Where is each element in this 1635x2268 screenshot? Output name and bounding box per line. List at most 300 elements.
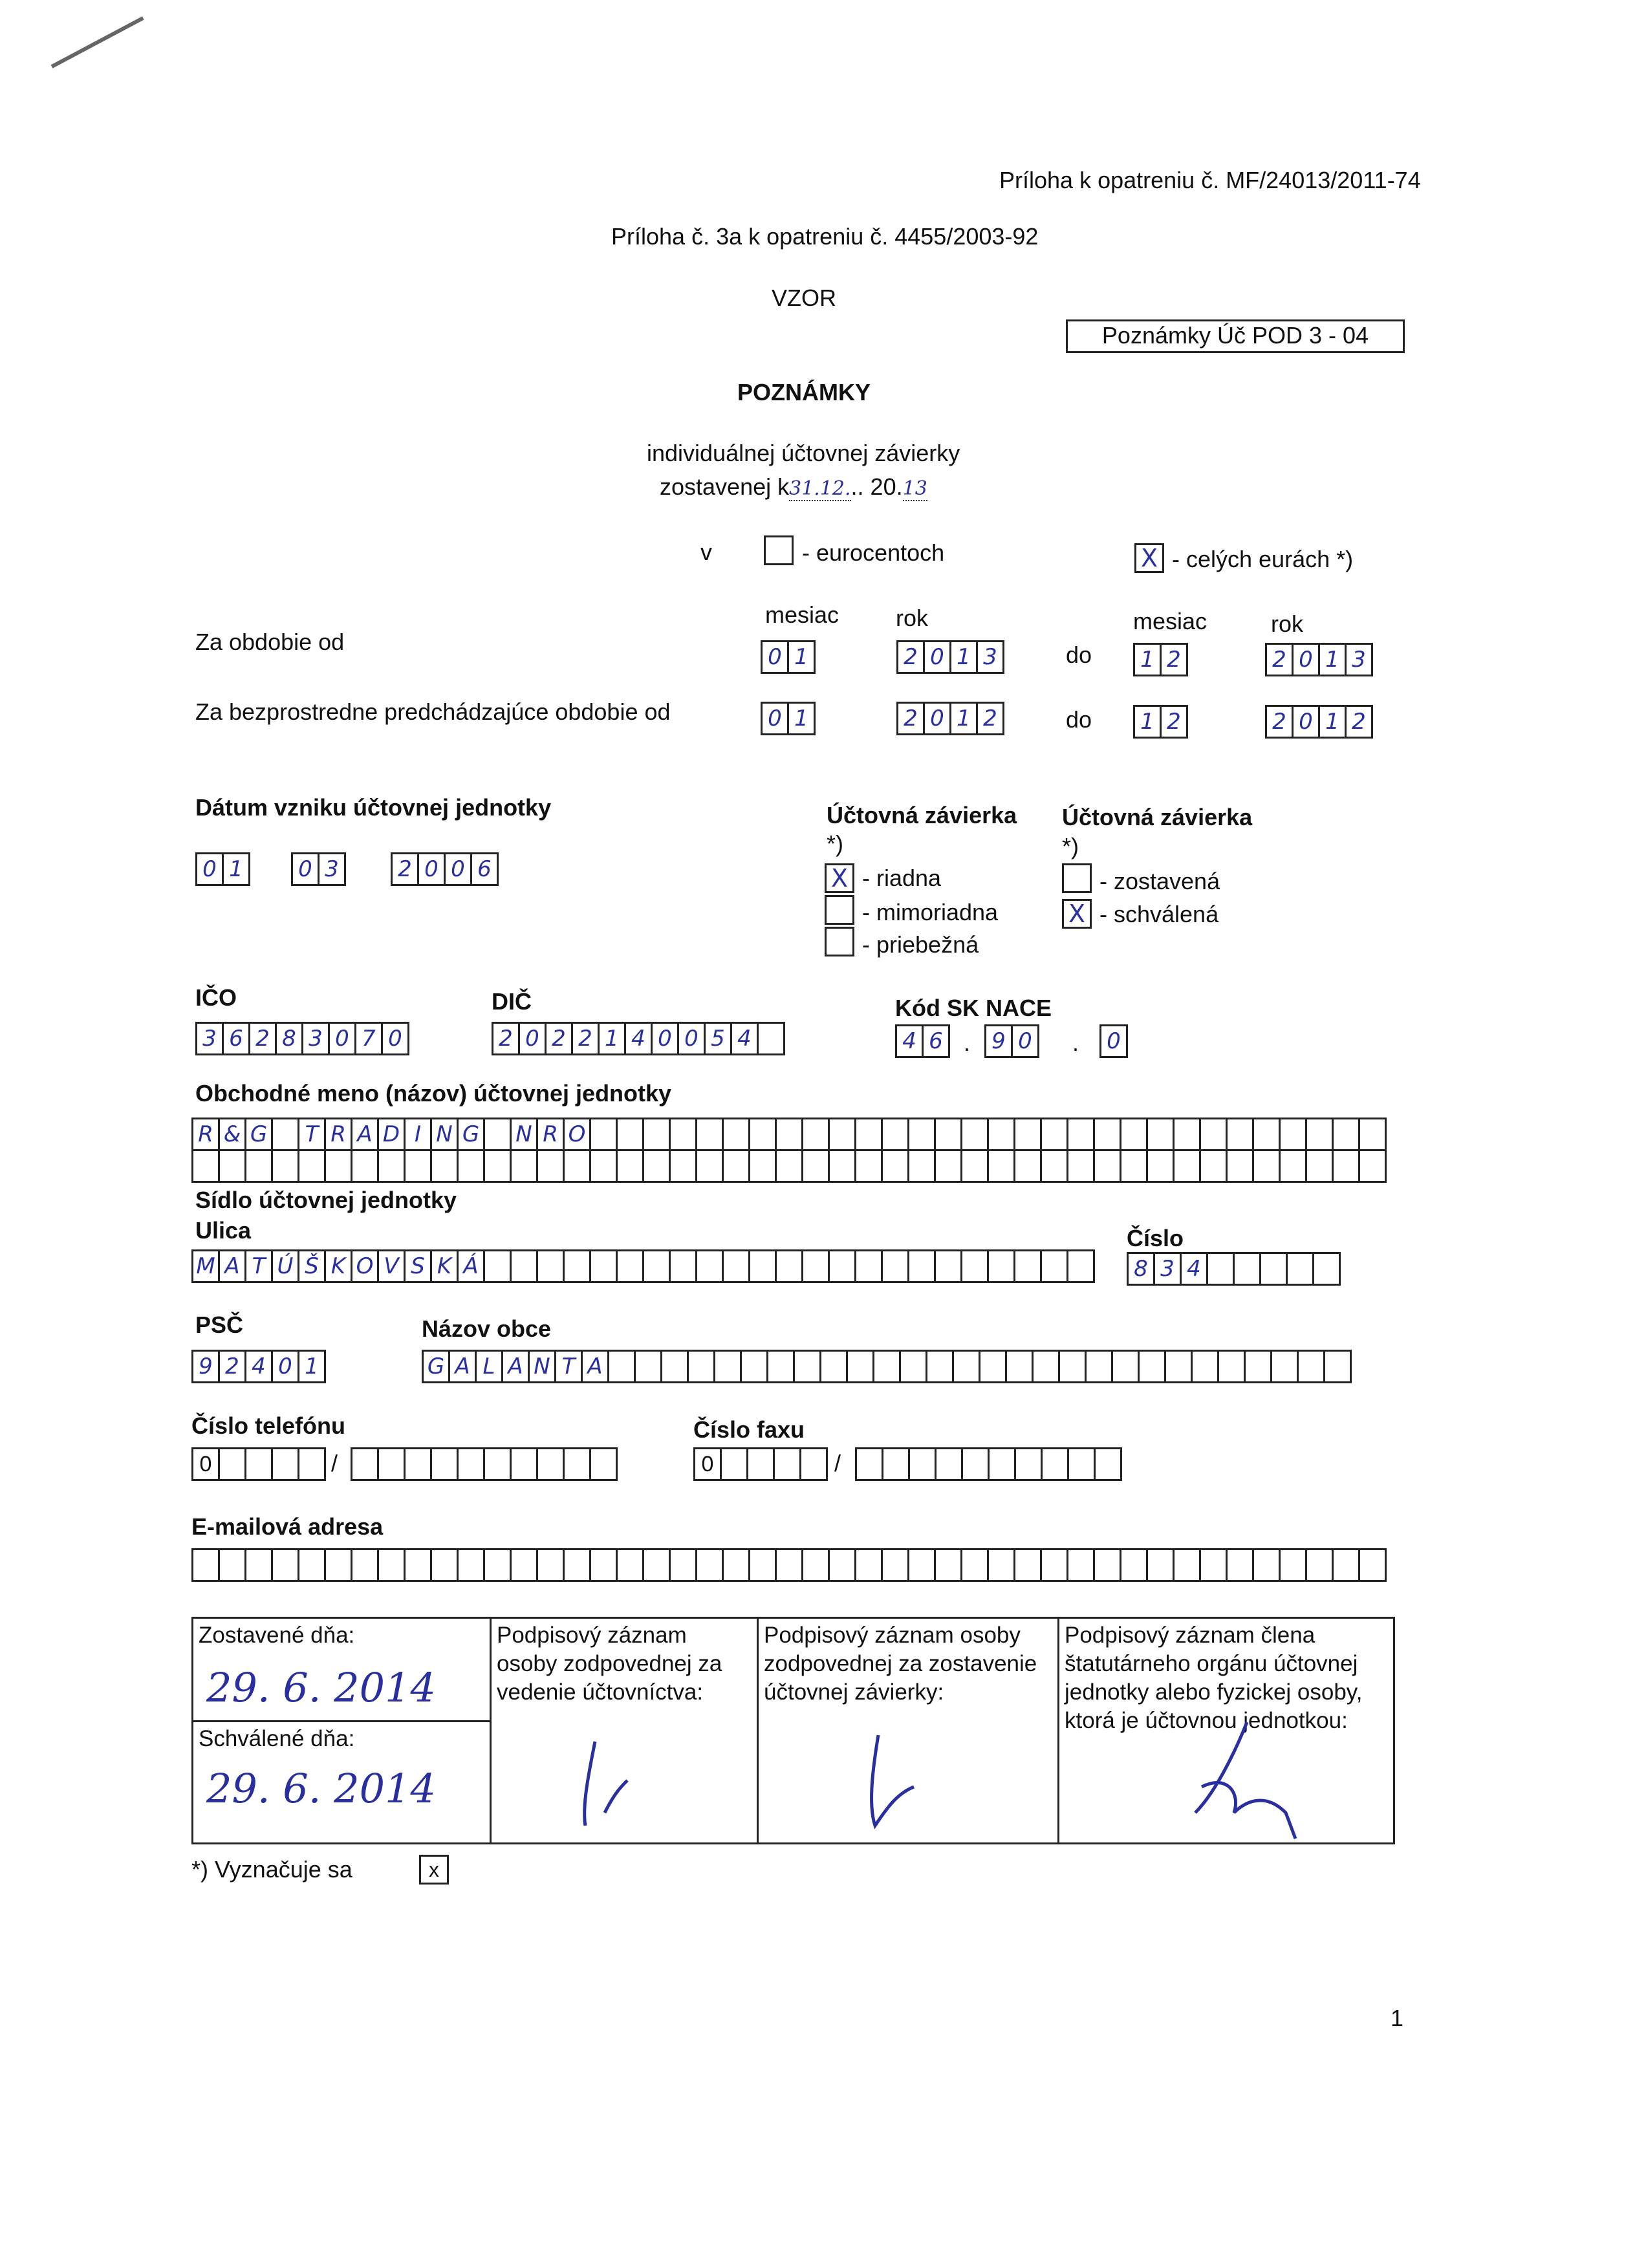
char-cell[interactable]: R: [324, 1118, 352, 1151]
char-cell[interactable]: [748, 1118, 777, 1151]
char-cell[interactable]: [1111, 1350, 1140, 1383]
digit-cell[interactable]: 0: [677, 1022, 706, 1055]
digit-cell[interactable]: 0: [381, 1022, 409, 1055]
digit-cell[interactable]: 2: [1160, 643, 1188, 676]
digit-cell[interactable]: [457, 1447, 485, 1481]
char-cell[interactable]: [1286, 1252, 1314, 1286]
digit-cell[interactable]: 2: [571, 1022, 600, 1055]
char-cell[interactable]: [907, 1149, 936, 1183]
char-cell[interactable]: [191, 1548, 220, 1582]
char-cell[interactable]: [1279, 1548, 1307, 1582]
char-cell[interactable]: [1279, 1149, 1307, 1183]
char-cell[interactable]: [934, 1249, 962, 1283]
riadna-checkbox[interactable]: X: [825, 863, 854, 893]
digit-cell[interactable]: 4: [244, 1350, 273, 1383]
digit-cell[interactable]: 0: [271, 1350, 299, 1383]
digit-cell[interactable]: [1067, 1447, 1096, 1481]
char-cell[interactable]: [1093, 1548, 1121, 1582]
char-cell[interactable]: [271, 1149, 299, 1183]
char-cell[interactable]: [775, 1118, 803, 1151]
char-cell[interactable]: [218, 1149, 246, 1183]
digit-cell[interactable]: [589, 1447, 618, 1481]
char-cell[interactable]: L: [475, 1350, 503, 1383]
char-cell[interactable]: O: [351, 1249, 379, 1283]
char-cell[interactable]: [828, 1249, 856, 1283]
digit-cell[interactable]: 2: [391, 852, 419, 886]
char-cell[interactable]: [828, 1149, 856, 1183]
char-cell[interactable]: M: [191, 1249, 220, 1283]
char-cell[interactable]: [960, 1249, 989, 1283]
char-cell[interactable]: [1085, 1350, 1113, 1383]
char-cell[interactable]: [1093, 1118, 1121, 1151]
char-cell[interactable]: [244, 1548, 273, 1582]
origin-year[interactable]: [391, 852, 497, 886]
char-cell[interactable]: [1305, 1149, 1334, 1183]
char-cell[interactable]: [987, 1118, 1015, 1151]
char-cell[interactable]: [1067, 1118, 1095, 1151]
digit-cell[interactable]: 2: [218, 1350, 246, 1383]
char-cell[interactable]: [1279, 1118, 1307, 1151]
char-cell[interactable]: [510, 1548, 538, 1582]
char-cell[interactable]: [1297, 1350, 1325, 1383]
char-cell[interactable]: A: [448, 1350, 477, 1383]
digit-cell[interactable]: 2: [976, 702, 1004, 735]
char-cell[interactable]: [218, 1548, 246, 1582]
char-cell[interactable]: [589, 1118, 618, 1151]
char-cell[interactable]: [881, 1149, 909, 1183]
char-cell[interactable]: [616, 1118, 644, 1151]
char-cell[interactable]: N: [430, 1118, 459, 1151]
digit-cell[interactable]: [536, 1447, 565, 1481]
digit-cell[interactable]: [298, 1447, 326, 1481]
char-cell[interactable]: [1058, 1350, 1087, 1383]
prev-to-month[interactable]: [1133, 705, 1186, 739]
digit-cell[interactable]: 3: [976, 640, 1004, 674]
char-cell[interactable]: [1067, 1149, 1095, 1183]
phone-number-field[interactable]: [351, 1447, 616, 1481]
char-cell[interactable]: [722, 1118, 750, 1151]
nace-field-1[interactable]: [895, 1024, 948, 1058]
char-cell[interactable]: [377, 1149, 406, 1183]
char-cell[interactable]: [1173, 1118, 1201, 1151]
digit-cell[interactable]: 1: [598, 1022, 626, 1055]
char-cell[interactable]: [642, 1118, 671, 1151]
char-cell[interactable]: [669, 1548, 697, 1582]
char-cell[interactable]: [298, 1149, 326, 1183]
char-cell[interactable]: [722, 1249, 750, 1283]
digit-cell[interactable]: 2: [545, 1022, 573, 1055]
char-cell[interactable]: [881, 1118, 909, 1151]
digit-cell[interactable]: 0: [291, 852, 319, 886]
char-cell[interactable]: [510, 1149, 538, 1183]
char-cell[interactable]: [952, 1350, 980, 1383]
char-cell[interactable]: [351, 1149, 379, 1183]
char-cell[interactable]: [324, 1548, 352, 1582]
char-cell[interactable]: [1005, 1350, 1034, 1383]
char-cell[interactable]: [536, 1548, 565, 1582]
char-cell[interactable]: [1040, 1149, 1068, 1183]
char-cell[interactable]: [1244, 1350, 1272, 1383]
char-cell[interactable]: R: [536, 1118, 565, 1151]
char-cell[interactable]: [616, 1249, 644, 1283]
char-cell[interactable]: [1217, 1350, 1246, 1383]
char-cell[interactable]: [1013, 1249, 1042, 1283]
digit-cell[interactable]: 0: [417, 852, 446, 886]
digit-cell[interactable]: 1: [1133, 643, 1162, 676]
digit-cell[interactable]: 1: [298, 1350, 326, 1383]
char-cell[interactable]: [748, 1149, 777, 1183]
company-name-row-2[interactable]: [191, 1149, 1385, 1183]
char-cell[interactable]: [642, 1548, 671, 1582]
char-cell[interactable]: [899, 1350, 927, 1383]
char-cell[interactable]: [1093, 1149, 1121, 1183]
char-cell[interactable]: [483, 1118, 512, 1151]
digit-cell[interactable]: 9: [191, 1350, 220, 1383]
char-cell[interactable]: [793, 1350, 821, 1383]
digit-cell[interactable]: 5: [704, 1022, 732, 1055]
origin-month[interactable]: [291, 852, 344, 886]
prev-from-month[interactable]: [761, 702, 814, 735]
char-cell[interactable]: N: [528, 1350, 556, 1383]
char-cell[interactable]: A: [351, 1118, 379, 1151]
digit-cell[interactable]: [271, 1447, 299, 1481]
digit-cell[interactable]: 2: [1265, 643, 1294, 676]
digit-cell[interactable]: [720, 1447, 748, 1481]
char-cell[interactable]: [1040, 1118, 1068, 1151]
char-cell[interactable]: A: [218, 1249, 246, 1283]
digit-cell[interactable]: 1: [1318, 705, 1347, 739]
char-cell[interactable]: [298, 1548, 326, 1582]
digit-cell[interactable]: 2: [492, 1022, 520, 1055]
digit-cell[interactable]: 4: [624, 1022, 653, 1055]
digit-cell[interactable]: 2: [896, 702, 925, 735]
char-cell[interactable]: [1206, 1252, 1235, 1286]
char-cell[interactable]: [1233, 1252, 1261, 1286]
digit-cell[interactable]: [988, 1447, 1016, 1481]
char-cell[interactable]: K: [430, 1249, 459, 1283]
current-to-month[interactable]: [1133, 643, 1186, 676]
priebezna-checkbox[interactable]: [825, 927, 854, 956]
char-cell[interactable]: [987, 1548, 1015, 1582]
char-cell[interactable]: [1120, 1149, 1148, 1183]
char-cell[interactable]: V: [377, 1249, 406, 1283]
char-cell[interactable]: [457, 1548, 485, 1582]
digit-cell[interactable]: [799, 1447, 828, 1481]
digit-cell[interactable]: [377, 1447, 406, 1481]
char-cell[interactable]: [191, 1149, 220, 1183]
char-cell[interactable]: [801, 1149, 830, 1183]
digit-cell[interactable]: [563, 1447, 591, 1481]
char-cell[interactable]: [960, 1149, 989, 1183]
char-cell[interactable]: [536, 1149, 565, 1183]
nace-field-3[interactable]: [1099, 1024, 1126, 1058]
char-cell[interactable]: [1305, 1548, 1334, 1582]
digit-cell[interactable]: 0: [761, 702, 789, 735]
schvalena-checkbox[interactable]: X: [1062, 899, 1092, 929]
digit-cell[interactable]: 3: [318, 852, 346, 886]
digit-cell[interactable]: [483, 1447, 512, 1481]
number-field[interactable]: [1127, 1252, 1339, 1286]
char-cell[interactable]: [854, 1149, 883, 1183]
char-cell[interactable]: [536, 1249, 565, 1283]
char-cell[interactable]: [1252, 1149, 1281, 1183]
digit-cell[interactable]: [1094, 1447, 1122, 1481]
char-cell[interactable]: [1138, 1350, 1166, 1383]
company-name-row-1[interactable]: [191, 1118, 1385, 1151]
digit-cell[interactable]: 2: [1265, 705, 1294, 739]
phone-prefix-field[interactable]: [191, 1447, 324, 1481]
char-cell[interactable]: [846, 1350, 874, 1383]
char-cell[interactable]: T: [298, 1118, 326, 1151]
fax-prefix-field[interactable]: [693, 1447, 826, 1481]
fax-number-field[interactable]: [855, 1447, 1120, 1481]
char-cell[interactable]: [695, 1149, 724, 1183]
char-cell[interactable]: G: [422, 1350, 450, 1383]
char-cell[interactable]: [1358, 1149, 1387, 1183]
char-cell[interactable]: D: [377, 1118, 406, 1151]
digit-cell[interactable]: [773, 1447, 801, 1481]
char-cell[interactable]: I: [404, 1118, 432, 1151]
char-cell[interactable]: [1252, 1548, 1281, 1582]
current-from-month[interactable]: [761, 640, 814, 674]
char-cell[interactable]: [634, 1350, 662, 1383]
char-cell[interactable]: [483, 1149, 512, 1183]
char-cell[interactable]: [1332, 1149, 1360, 1183]
char-cell[interactable]: [979, 1350, 1007, 1383]
digit-cell[interactable]: 0: [1292, 643, 1320, 676]
digit-cell[interactable]: 0: [651, 1022, 679, 1055]
digit-cell[interactable]: 1: [787, 702, 816, 735]
mimoriadna-checkbox[interactable]: [825, 895, 854, 925]
char-cell[interactable]: [801, 1249, 830, 1283]
prev-from-year[interactable]: [896, 702, 1002, 735]
char-cell[interactable]: [669, 1149, 697, 1183]
origin-day[interactable]: [195, 852, 248, 886]
char-cell[interactable]: [1013, 1118, 1042, 1151]
char-cell[interactable]: [430, 1149, 459, 1183]
char-cell[interactable]: [775, 1249, 803, 1283]
char-cell[interactable]: [748, 1548, 777, 1582]
digit-cell[interactable]: 9: [984, 1024, 1013, 1058]
char-cell[interactable]: [607, 1350, 636, 1383]
digit-cell[interactable]: [961, 1447, 990, 1481]
digit-cell[interactable]: 2: [1345, 705, 1373, 739]
digit-cell[interactable]: [757, 1022, 785, 1055]
digit-cell[interactable]: [1041, 1447, 1069, 1481]
char-cell[interactable]: [1332, 1118, 1360, 1151]
digit-cell[interactable]: 4: [895, 1024, 924, 1058]
char-cell[interactable]: [687, 1350, 715, 1383]
char-cell[interactable]: [1358, 1548, 1387, 1582]
char-cell[interactable]: [563, 1548, 591, 1582]
char-cell[interactable]: [713, 1350, 742, 1383]
digit-cell[interactable]: 3: [301, 1022, 330, 1055]
eurocent-checkbox[interactable]: [764, 535, 794, 565]
email-field[interactable]: [191, 1548, 1385, 1582]
digit-cell[interactable]: 0: [923, 640, 951, 674]
char-cell[interactable]: S: [404, 1249, 432, 1283]
digit-cell[interactable]: [510, 1447, 538, 1481]
char-cell[interactable]: [1120, 1118, 1148, 1151]
current-to-year[interactable]: [1265, 643, 1371, 676]
char-cell[interactable]: [589, 1149, 618, 1183]
char-cell[interactable]: [1032, 1350, 1060, 1383]
char-cell[interactable]: [483, 1548, 512, 1582]
char-cell[interactable]: [1164, 1350, 1193, 1383]
digit-cell[interactable]: 6: [922, 1024, 950, 1058]
digit-cell[interactable]: 3: [195, 1022, 224, 1055]
char-cell[interactable]: [695, 1118, 724, 1151]
digit-cell[interactable]: 2: [248, 1022, 277, 1055]
current-from-year[interactable]: [896, 640, 1002, 674]
digit-cell[interactable]: 2: [1160, 705, 1188, 739]
digit-cell[interactable]: 0: [518, 1022, 547, 1055]
digit-cell[interactable]: 3: [1345, 643, 1373, 676]
char-cell[interactable]: [1323, 1350, 1352, 1383]
char-cell[interactable]: [616, 1548, 644, 1582]
char-cell[interactable]: [934, 1118, 962, 1151]
digit-cell[interactable]: 4: [730, 1022, 759, 1055]
digit-cell[interactable]: 1: [949, 640, 978, 674]
nace-field-2[interactable]: [984, 1024, 1037, 1058]
city-field[interactable]: [422, 1350, 1350, 1383]
char-cell[interactable]: [828, 1548, 856, 1582]
char-cell[interactable]: &: [218, 1118, 246, 1151]
digit-cell[interactable]: [218, 1447, 246, 1481]
char-cell[interactable]: [1040, 1249, 1068, 1283]
char-cell[interactable]: 4: [1180, 1252, 1208, 1286]
char-cell[interactable]: Ú: [271, 1249, 299, 1283]
char-cell[interactable]: [775, 1548, 803, 1582]
char-cell[interactable]: [819, 1350, 848, 1383]
char-cell[interactable]: [766, 1350, 795, 1383]
street-field[interactable]: [191, 1249, 1093, 1283]
char-cell[interactable]: [404, 1548, 432, 1582]
psc-field[interactable]: [191, 1350, 324, 1383]
char-cell[interactable]: [987, 1249, 1015, 1283]
char-cell[interactable]: R: [191, 1118, 220, 1151]
digit-cell[interactable]: [746, 1447, 775, 1481]
char-cell[interactable]: [740, 1350, 768, 1383]
digit-cell[interactable]: 0: [195, 852, 224, 886]
char-cell[interactable]: [1270, 1350, 1299, 1383]
char-cell[interactable]: G: [244, 1118, 273, 1151]
digit-cell[interactable]: [1014, 1447, 1043, 1481]
char-cell[interactable]: [722, 1548, 750, 1582]
char-cell[interactable]: [748, 1249, 777, 1283]
char-cell[interactable]: [271, 1118, 299, 1151]
char-cell[interactable]: [1332, 1548, 1360, 1582]
char-cell[interactable]: [669, 1249, 697, 1283]
digit-cell[interactable]: 0: [1011, 1024, 1039, 1058]
char-cell[interactable]: [1120, 1548, 1148, 1582]
digit-cell[interactable]: [430, 1447, 459, 1481]
char-cell[interactable]: [1013, 1149, 1042, 1183]
char-cell[interactable]: [660, 1350, 689, 1383]
char-cell[interactable]: [457, 1149, 485, 1183]
char-cell[interactable]: Á: [457, 1249, 485, 1283]
char-cell[interactable]: [801, 1118, 830, 1151]
char-cell[interactable]: [1305, 1118, 1334, 1151]
char-cell[interactable]: K: [324, 1249, 352, 1283]
char-cell[interactable]: [907, 1249, 936, 1283]
char-cell[interactable]: [854, 1249, 883, 1283]
digit-cell[interactable]: [935, 1447, 963, 1481]
digit-cell[interactable]: 0: [693, 1447, 722, 1481]
digit-cell[interactable]: 1: [949, 702, 978, 735]
char-cell[interactable]: [907, 1118, 936, 1151]
char-cell[interactable]: [642, 1149, 671, 1183]
char-cell[interactable]: [563, 1249, 591, 1283]
char-cell[interactable]: [695, 1249, 724, 1283]
char-cell[interactable]: G: [457, 1118, 485, 1151]
char-cell[interactable]: [1199, 1118, 1228, 1151]
digit-cell[interactable]: 7: [354, 1022, 383, 1055]
digit-cell[interactable]: [351, 1447, 379, 1481]
char-cell[interactable]: [271, 1548, 299, 1582]
char-cell[interactable]: Š: [298, 1249, 326, 1283]
digit-cell[interactable]: 1: [787, 640, 816, 674]
char-cell[interactable]: [1226, 1548, 1254, 1582]
digit-cell[interactable]: 0: [923, 702, 951, 735]
digit-cell[interactable]: [908, 1447, 937, 1481]
digit-cell[interactable]: 0: [1292, 705, 1320, 739]
char-cell[interactable]: [960, 1118, 989, 1151]
char-cell[interactable]: [801, 1548, 830, 1582]
char-cell[interactable]: [828, 1118, 856, 1151]
char-cell[interactable]: [1259, 1252, 1288, 1286]
char-cell[interactable]: [244, 1149, 273, 1183]
digit-cell[interactable]: 8: [275, 1022, 303, 1055]
digit-cell[interactable]: 1: [1133, 705, 1162, 739]
char-cell[interactable]: [351, 1548, 379, 1582]
char-cell[interactable]: [669, 1118, 697, 1151]
char-cell[interactable]: [1199, 1149, 1228, 1183]
char-cell[interactable]: [589, 1249, 618, 1283]
char-cell[interactable]: [1173, 1548, 1201, 1582]
char-cell[interactable]: [404, 1149, 432, 1183]
digit-cell[interactable]: 0: [444, 852, 472, 886]
char-cell[interactable]: [1173, 1149, 1201, 1183]
char-cell[interactable]: [960, 1548, 989, 1582]
char-cell[interactable]: A: [501, 1350, 530, 1383]
char-cell[interactable]: [377, 1548, 406, 1582]
digit-cell[interactable]: [244, 1447, 273, 1481]
char-cell[interactable]: T: [554, 1350, 583, 1383]
char-cell[interactable]: [854, 1548, 883, 1582]
char-cell[interactable]: [1199, 1548, 1228, 1582]
char-cell[interactable]: [1252, 1118, 1281, 1151]
char-cell[interactable]: [934, 1548, 962, 1582]
char-cell[interactable]: [881, 1249, 909, 1283]
digit-cell[interactable]: 0: [191, 1447, 220, 1481]
char-cell[interactable]: [1191, 1350, 1219, 1383]
char-cell[interactable]: [324, 1149, 352, 1183]
char-cell[interactable]: [854, 1118, 883, 1151]
char-cell[interactable]: [1226, 1118, 1254, 1151]
digit-cell[interactable]: 2: [896, 640, 925, 674]
char-cell[interactable]: [1146, 1118, 1175, 1151]
char-cell[interactable]: [1013, 1548, 1042, 1582]
char-cell[interactable]: [1226, 1149, 1254, 1183]
char-cell[interactable]: A: [581, 1350, 609, 1383]
char-cell[interactable]: [987, 1149, 1015, 1183]
char-cell[interactable]: [589, 1548, 618, 1582]
char-cell[interactable]: [430, 1548, 459, 1582]
digit-cell[interactable]: 0: [761, 640, 789, 674]
char-cell[interactable]: [563, 1149, 591, 1183]
digit-cell[interactable]: [404, 1447, 432, 1481]
